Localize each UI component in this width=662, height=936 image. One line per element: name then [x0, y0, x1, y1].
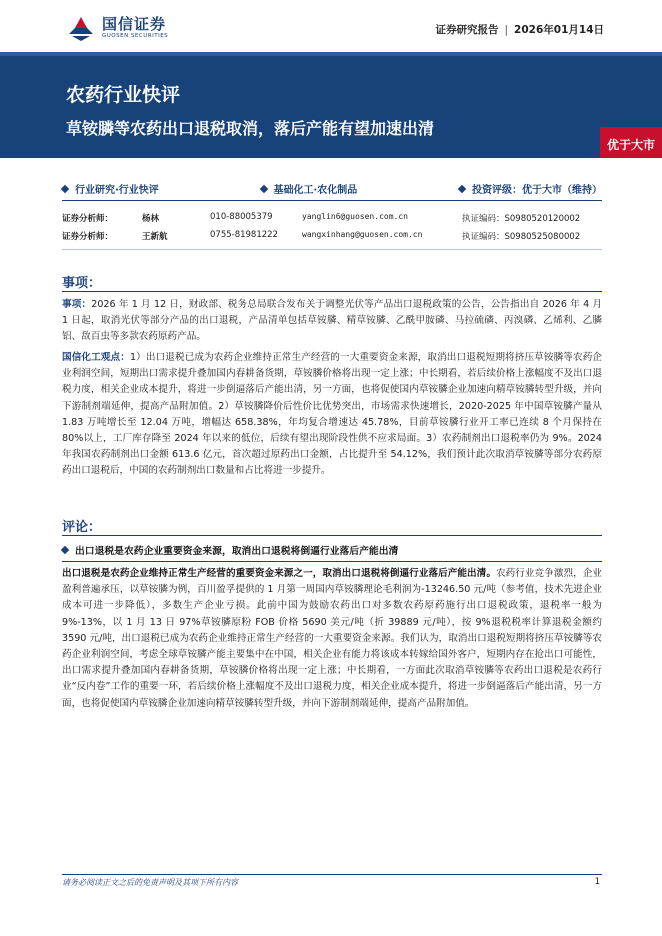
page-number: 1	[594, 877, 600, 887]
analyst-email[interactable]: yanglin6@guosen.com.cn	[302, 212, 408, 221]
section-divider	[62, 535, 602, 536]
comment-subheading-text: 出口退税是农药企业重要资金来源，取消出口退税将倒逼行业落后产能出清	[75, 546, 399, 557]
report-meta	[436, 22, 605, 37]
report-title: 农药行业快评	[66, 84, 181, 106]
analyst-row	[62, 212, 602, 230]
events-text: 2026 年 1 月 12 日，财政部、税务总局联合发布关于调整光伏等产品出口退税政策的公告，公告指出自 2026 年 4 月 1 日起，取消光伏等部分产品的出口退税，产品清单包括草铵膦、精草铵膦、乙酰甲胺磷、马拉硫磷、丙溴磷、乙烯利、乙膦铝、敌百虫等多款农药原药产品。	[62, 299, 602, 343]
tag-rating-label: 投资评级：优于大市（维持）	[472, 185, 602, 196]
tag-sector-label: 基础化工·农化制品	[273, 185, 358, 196]
comment-paragraph	[62, 566, 602, 712]
analyst-list	[62, 212, 602, 248]
analyst-title: 证券分析师：	[62, 214, 114, 224]
events-paragraph	[62, 297, 602, 346]
analyst-phone: 010-88005379	[210, 212, 273, 222]
comment-lead: 出口退税是农药企业维持正常生产经营的重要资金来源之一，取消出口退税将倒逼行业落后产能出清。	[62, 568, 496, 579]
analyst-name: 杨林	[142, 214, 160, 224]
report-type: 证券研究报告	[435, 24, 499, 36]
diamond-bullet-icon	[458, 184, 466, 192]
events-lead: 事项：	[62, 299, 92, 310]
view-lead: 国信化工观点：	[62, 352, 130, 363]
report-subtitle: 草铵膦等农药出口退税取消，落后产能有望加速出清	[66, 119, 435, 138]
events-heading: 事项：	[62, 276, 102, 291]
title-banner	[0, 52, 662, 158]
tag-rating	[459, 181, 602, 196]
meta-separator: |	[504, 23, 509, 36]
logo-cn-text: 国信证券	[102, 15, 167, 33]
footer-disclaimer: 请务必阅读正文之后的免责声明及其项下所有内容	[62, 878, 238, 887]
comment-heading: 评论：	[62, 520, 102, 535]
company-logo	[66, 14, 168, 42]
analyst-cert: 执证编码：S0980525080002	[462, 232, 581, 242]
analyst-title: 证券分析师：	[62, 232, 114, 242]
logo-en-text: GUOSEN SECURITIES	[102, 33, 169, 39]
analyst-email[interactable]: wangxinhang@guosen.com.cn	[302, 230, 423, 239]
tag-category-label: 行业研究·行业快评	[75, 185, 159, 196]
section-divider	[62, 291, 602, 292]
divider	[62, 200, 602, 201]
diamond-bullet-icon	[61, 546, 69, 554]
classification-row	[62, 181, 602, 196]
analyst-name: 王新航	[142, 232, 168, 242]
top-bar	[0, 0, 662, 52]
rating-badge: 优于大市	[600, 127, 662, 158]
diamond-bullet-icon	[259, 184, 267, 192]
diamond-bullet-icon	[61, 184, 69, 192]
report-date: 2026年01月14日	[514, 24, 604, 36]
tag-sector	[261, 181, 358, 196]
banner-stripe	[0, 52, 662, 56]
analyst-cert: 执证编码：S0980520120002	[462, 214, 581, 224]
tag-category	[62, 181, 159, 196]
view-text: 1）出口退税已成为农药企业维持正常生产经营的一大重要资金来源，取消出口退税短期将挤压草铵膦等农药企业利润空间，短期出口需求提升叠加国内春耕备货期，草铵膦价格将出现一定上涨；中长期看，若后续价格上涨幅度不及出口退税力度，相关企业成本提升，将进一步倒逼落后产能出清，另一方面，也将促使国内草铵膦企业加速向精草铵膦转型升级，并向下游制剂端延伸，提高产品附加值。2）草铵膦降价后性价比优势突出，市场需求快速增长，2020-2025 年中国草铵膦产量从 1.83 万吨增长至 12.04 万吨，增幅达 658.38%，年均复合增速达 45.78%，目前草铵膦行业开工率已连续 8 个月保持在 80%以上，工厂库存降至 2024 年以来的低位，后续有望出现阶段性供不应求局面。3）农药制剂出口退税率仍为 9%。2024 年我国农药制剂出口金额 613.6 亿元，首次超过原药出口金额，占比提升至 54.12%，我们预计此次取消草铵膦等部分农药原药出口退税后，中国的农药制剂出口数量和占比将进一步提升。	[62, 352, 602, 477]
analyst-row	[62, 230, 602, 248]
comment-text: 农药行业竞争激烈，企业盈利普遍承压，以草铵膦为例，百川盈孚提供的 1 月第一周国内草铵膦理论毛利润为-13246.50 元/吨（参考值，技术先进企业成本可进一步降低），多数生产企业亏损。此前中国为鼓励农药出口对多数农药原药施行出口退税政策，退税率一般为 9%-13%，以 1 月 13 日 97%草铵膦原粉 FOB 价格 5690 美元/吨（折 39889 元/吨），按 9%退税税率计算退税金额约 3590 元/吨，出口退税已成为农药企业维持正常生产经营的一大重要资金来源。我们认为，取消出口退税短期将挤压草铵膦等农药企业利润空间，考虑全球草铵膦产能主要集中在中国，相关企业有能力将该成本转嫁给国外客户，短期内存在抢出口可能性，出口需求提升叠加国内春耕备货期，草铵膦价格将出现一定上涨；中长期看，一方面此次取消草铵膦等农药出口退税是农药行业“反内卷”工作的重要一环，若后续价格上涨幅度不及出口退税力度，相关企业成本提升，将进一步倒逼落后产能出清，另一方面，也将促使国内草铵膦企业加速向精草铵膦转型升级，并向下游制剂端延伸，提高产品附加值。	[62, 568, 603, 709]
view-paragraph	[62, 350, 602, 480]
footer-divider	[62, 874, 602, 875]
divider	[62, 249, 602, 250]
subheading-divider	[62, 561, 602, 562]
analyst-phone: 0755-81981222	[210, 230, 278, 240]
guosen-logo-icon	[66, 14, 96, 42]
comment-subheading	[62, 543, 602, 557]
